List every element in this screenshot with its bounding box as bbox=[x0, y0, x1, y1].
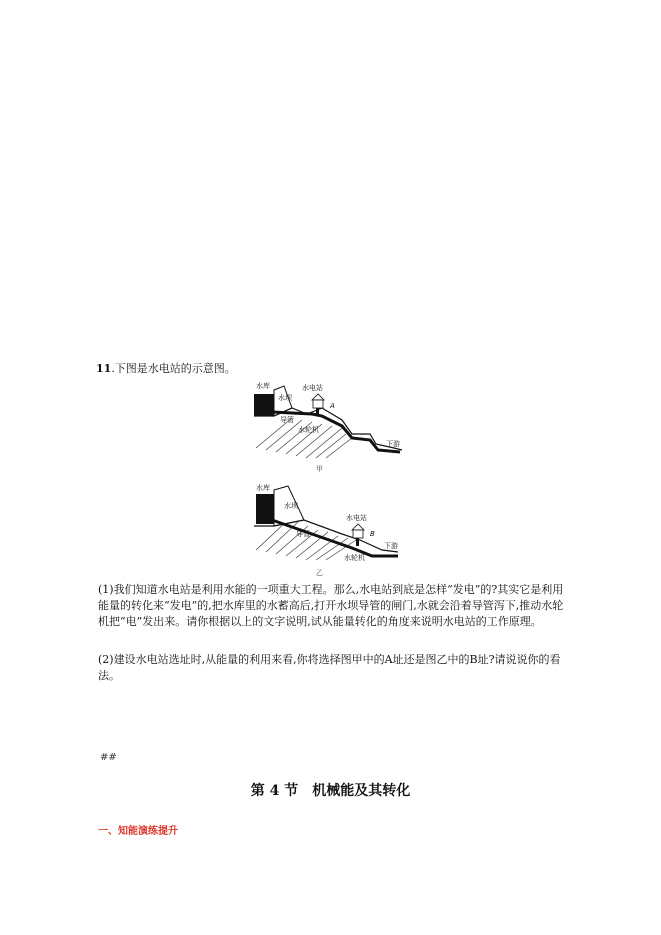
figure-a-label-reservoir: 水库 bbox=[256, 382, 270, 390]
figure-a-diagram bbox=[252, 378, 412, 460]
figure-b-label-station: 水电站 bbox=[346, 514, 367, 522]
figure-b-label-downstream: 下游 bbox=[384, 542, 398, 550]
figure-b-diagram bbox=[252, 480, 412, 566]
question-title bbox=[96, 360, 236, 376]
figure-b-label-point: B bbox=[370, 530, 375, 538]
figure-a-caption: 甲 bbox=[316, 465, 323, 473]
figure-b bbox=[252, 480, 412, 577]
figure-a-label-station: 水电站 bbox=[302, 384, 323, 392]
question-intro: .下图是水电站的示意图。 bbox=[111, 362, 236, 375]
figure-a-label-downstream: 下游 bbox=[386, 440, 400, 448]
figure-b-label-turbine: 水轮机 bbox=[344, 554, 365, 562]
figure-a bbox=[252, 378, 412, 473]
figure-a-label-point: A bbox=[330, 402, 335, 410]
question-part-2: (2)建设水电站选址时,从能量的利用来看,你将选择图甲中的A址还是图乙中的B址?请说说你的看法。 bbox=[98, 653, 561, 682]
figure-b-caption: 乙 bbox=[316, 569, 323, 577]
figure-b-label-reservoir: 水库 bbox=[256, 484, 270, 492]
figure-b-label-pipe: 导管 bbox=[296, 530, 310, 538]
subsection-heading: 一、知能演练提升 bbox=[98, 826, 178, 837]
figure-a-label-dam: 水坝 bbox=[278, 394, 292, 402]
question-number: 11 bbox=[96, 362, 112, 375]
figure-a-label-pipe: 导管 bbox=[280, 416, 294, 424]
question-part-1: (1)我们知道水电站是利用水能的一项重大工程。那么,水电站到底是怎样“发电”的?其实它是利用能量的转化来“发电”的,把水库里的水蓄高后,打开水坝导管的闸门,水就会沿着导管泻下,推动水轮机把“电”发出来。请你根据以上的文字说明,试从能量转化的角度来说明水电站的工作原理。 bbox=[98, 583, 564, 628]
separator: ## bbox=[100, 752, 117, 763]
section-title: 第 4 节 机械能及其转化 bbox=[250, 783, 411, 799]
figure-b-label-dam: 水坝 bbox=[284, 502, 298, 510]
figure-a-label-turbine: 水轮机 bbox=[298, 426, 319, 434]
